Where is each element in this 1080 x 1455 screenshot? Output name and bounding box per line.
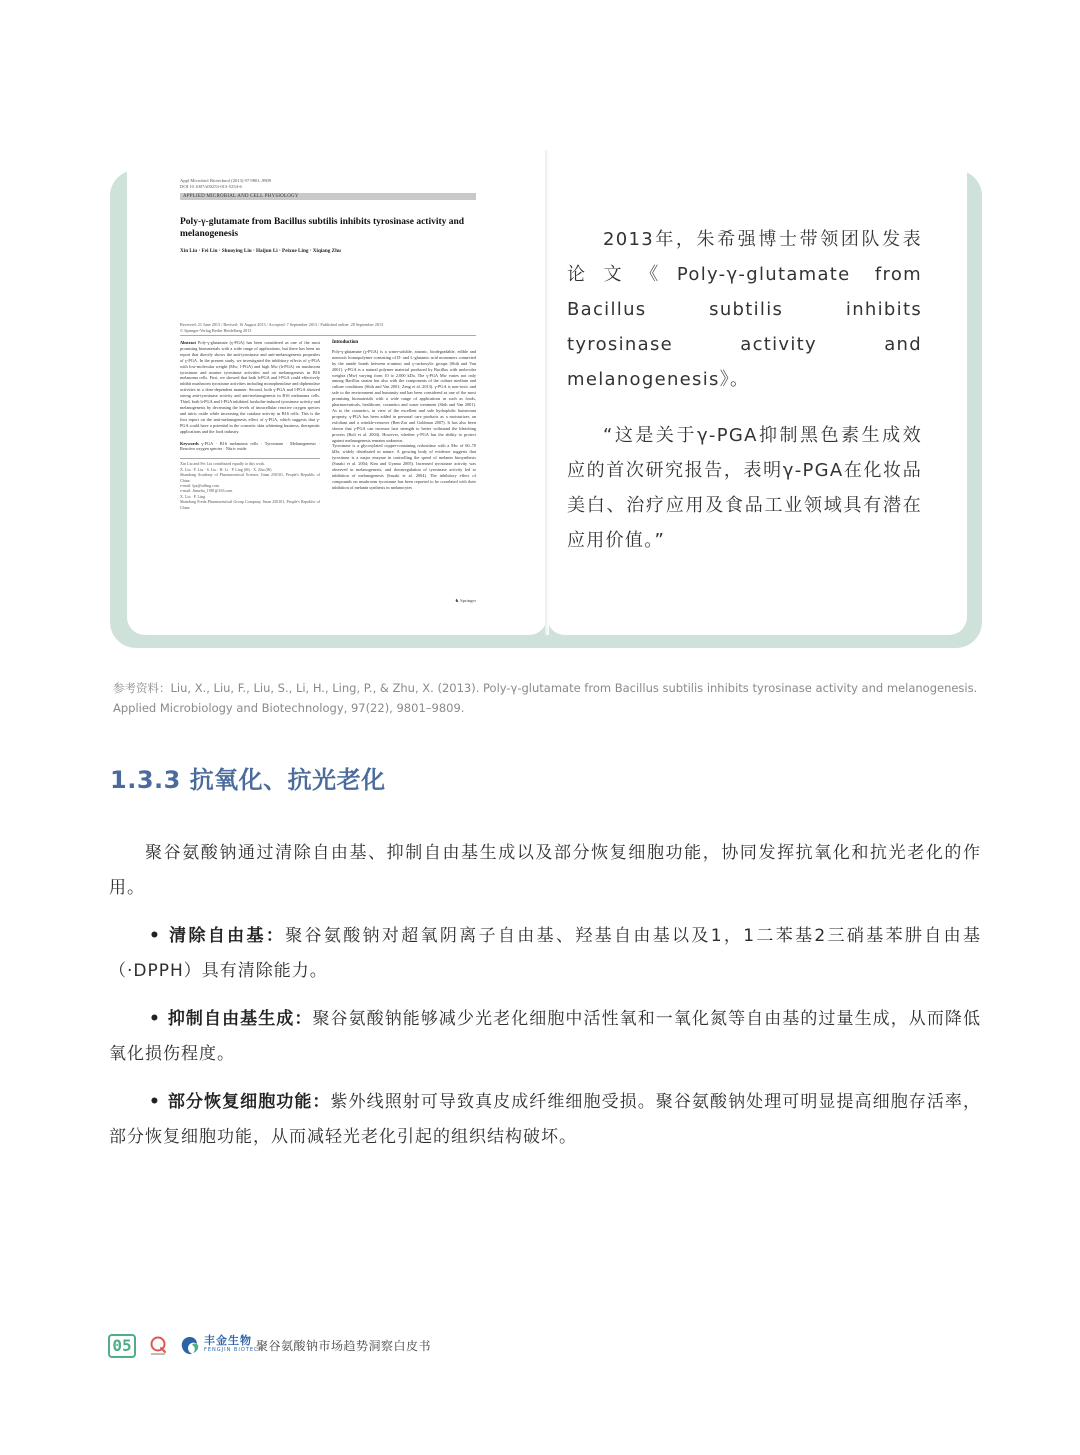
reference-citation: 参考资料：Liu, X., Liu, F., Liu, S., Li, H., Ling, P., & Zhu, X. (2013). Poly-γ-glutamate from Bacillus subtilis inhibits tyrosinase activity and melanogenesis. Applied Microbiology and Biotechnology, 97(22), 9801–9809.: [113, 681, 978, 715]
paper-thumbnail: [180, 178, 476, 608]
paper-right-column: [332, 340, 476, 491]
paper-left-column: [180, 340, 320, 510]
paper-introduction: Poly-γ-glutamate (γ-PGA) is a water-soluble, anionic, biodegradable, edible and nontoxic homopolymer consisting of D- and L-glutamic acid monomers connected by the amide bonds between α-amino and γ-carboxylic groups (Shih and Van 2001). γ-PGA is a natural polymer material produced by Bacillus with molecular weights (Mw) varying from 10 to 2,000 kDa. The γ-PGA Mw varies not only among Bacillus strains but also with the components of the culture medium and culture conditions (Shih and Van 2001; Zeng et al. 2013). γ-PGA is non-toxic and safe to the environment and humanity and has been considered as one of the most promising biomaterials with a wide range of applications in such as foods, pharmaceuticals, healthcare, cosmetics and water treatment (Shih and Van 2001). As to the cosmetics, in view of the excellent and safe hydrophilic humectant property, γ-PGA has been added in personal care products as a moisturizer, an exfoliant and a wrinkle-remover (Ben-Zur and Goldman 2007). It has also been shown that γ-PGA can increase hair strength to better withstand the bleaching process (Bolt et al. 2004). However, whether γ-PGA has the ability to protect against melanogenesis remains unknown. Tyrosinase is a glycosylated copper-containing redoxidase with a Mw of 60–70 kDa, widely distributed in nature. A growing body of evidence suggests that tyrosinase is a major enzyme in controlling the speed of melanin biosynthesis (Sasaki et al. 2004; Kim and Uyama 2005). Increased tyrosinase activity was observed in melanogenesis, and downregulation of tyrosinase activity led to inhibition of melanogenesis (Sasaki et al. 2004). The inhibitory effect of compounds on mushroom tyrosinase has been reported to be correlated with their inhibition of melanin synthesis in melanocytes: [332, 348, 476, 490]
paper-abstract-heading: Abstract: [180, 340, 196, 345]
paper-authors: Xin Liu · Fei Liu · Shuoying Liu · Haijun Li · Peixue Ling · Xiqiang Zhu: [180, 248, 341, 254]
quote-paper-announcement: [567, 222, 922, 397]
paper-journal-line: Appl Microbiol Biotechnol (2013) 97:9801–9809 DOI 10.1007/s00253-013-5254-6: [180, 178, 272, 189]
brand-name-en: FENGJIN BIOTECH: [204, 1347, 264, 1353]
paper-keywords-heading: Keywords: [180, 440, 199, 446]
brand-name: [204, 1334, 263, 1354]
fengjin-logo-icon: [179, 1335, 201, 1357]
document-title: 聚谷氨酸钠市场趋势洞察白皮书: [256, 1339, 432, 1353]
paper-publisher-logo: [455, 598, 476, 604]
partner-logo-icon: [146, 1335, 170, 1357]
bullet-item-restore: [109, 1085, 981, 1155]
quote-research-significance-text: “这是关于γ-PGA抑制黑色素生成效应的首次研究报告，表明γ-PGA在化妆品美白、治疗应用及食品工业领域具有潜在应用价值。”: [567, 425, 922, 551]
bullet-text: 聚谷氨酸钠能够减少光老化细胞中活性氧和一氧化氮等自由基的过量生成，从而降低氧化损伤程度。: [109, 1009, 981, 1064]
page-number: 05: [108, 1334, 136, 1358]
body-text: [109, 836, 981, 1168]
quote-research-significance: [567, 418, 922, 558]
intro-paragraph: 聚谷氨酸钠通过清除自由基、抑制自由基生成以及部分恢复细胞功能，协同发挥抗氧化和抗光老化的作用。: [109, 843, 981, 898]
paper-abstract: Poly-γ-glutamate (γ-PGA) has been considered as one of the most promising biomaterials with a wide range of applications, but there has been no report that directly shows the anti-tyrosinase and anti-melanogenesis properties of γ-PGA. In the present study, we investigated the inhibitory effects of γ-PGA with low-molecular weight (Mw; l-PGA) and high Mw (h-PGA) on mushroom tyrosinase and murine tyrosinase activities and on melanogenesis in B16 melanoma cells. First, we showed that both h-PGA and l-PGA could effectively inhibit mushroom tyrosinase activities including monophenolase and diphenolase activities in a dose-dependent manner. Second, both γ-PGA and l-PGA showed strong anti-tyrosinase activity and anti-melanogenesis in B16 melanoma cells. Third, both h-PGA and l-PGA inhibited forskolin-induced tyrosinase activity and melanogenesis by decreasing the levels of intracellular reactive oxygen species and nitric oxide while increasing the catalase activity in B16 cells. This is the first report on the anti-melanogenesis effect of γ-PGA, which suggests that γ-PGA could have a potential in the cosmetic skin whitening business, therapeutic applications and the food industry.: [180, 340, 320, 434]
springer-horse-icon: ♞: [454, 598, 460, 603]
bullet-item-scavenge: [109, 919, 981, 989]
bullet-label: • 清除自由基：: [149, 926, 286, 946]
page-footer: [108, 1334, 708, 1358]
section-heading: 1.3.3 抗氧化、抗光老化: [110, 766, 386, 794]
bullet-label: • 抑制自由基生成：: [149, 1009, 313, 1029]
paper-footnote: Xin Liu and Fei Liu contributed equally to this work. X. Liu · F. Liu · S. Liu · H. Li · P. Ling (✉) · X. Zhu (✉) Shandong Academy of Pharmaceutical Science, Jinan 250101, People's Republic of China e-mail: lpx@sdfmg.com e-mail: Jinnzhu_1981@163.com X. Liu · P. Ling Shandong Freda Pharmaceutical Group Company, Jinan 250101, People's Republic of China: [180, 458, 320, 510]
book-gutter: [545, 150, 549, 635]
paper-introduction-heading: Introduction: [332, 340, 359, 345]
bullet-label: • 部分恢复细胞功能：: [149, 1092, 331, 1112]
paper-section-label: APPLIED MICROBIAL AND CELL PHYSIOLOGY: [180, 193, 476, 200]
bullet-text: 紫外线照射可导致真皮成纤维细胞受损。聚谷氨酸钠处理可明显提高细胞存活率，部分恢复细胞功能，从而减轻光老化引起的组织结构破坏。: [109, 1092, 981, 1147]
paper-keywords: γ-PGA · B16 melanoma cells · Tyrosinase · Melanogenesis · Reactive oxygen species · Nitric oxide: [180, 440, 321, 452]
quote-paper-announcement-text: 2013年，朱希强博士带领团队发表论文《Poly-γ-glutamate from Bacillus subtilis inhibits tyrosinase activity and melanogenesis》。: [567, 229, 922, 390]
bullet-text: 聚谷氨酸钠对超氧阴离子自由基、羟基自由基以及1，1二苯基2三硝基苯肼自由基（·DPPH）具有清除能力。: [109, 926, 981, 981]
paper-received-dates: Received: 21 June 2013 / Revised: 16 August 2013 / Accepted: 7 September 2013 / Published online: 28 September 2013 © Springer-Verlag Berlin Heidelberg 2013: [180, 322, 476, 336]
brand-name-cn: 丰金生物: [204, 1334, 252, 1347]
paper-publisher: Springer: [460, 598, 476, 603]
bullet-item-inhibit: [109, 1002, 981, 1072]
paper-title: Poly-γ-glutamate from Bacillus subtilis inhibits tyrosinase activity and melanogenesis: [180, 217, 465, 239]
